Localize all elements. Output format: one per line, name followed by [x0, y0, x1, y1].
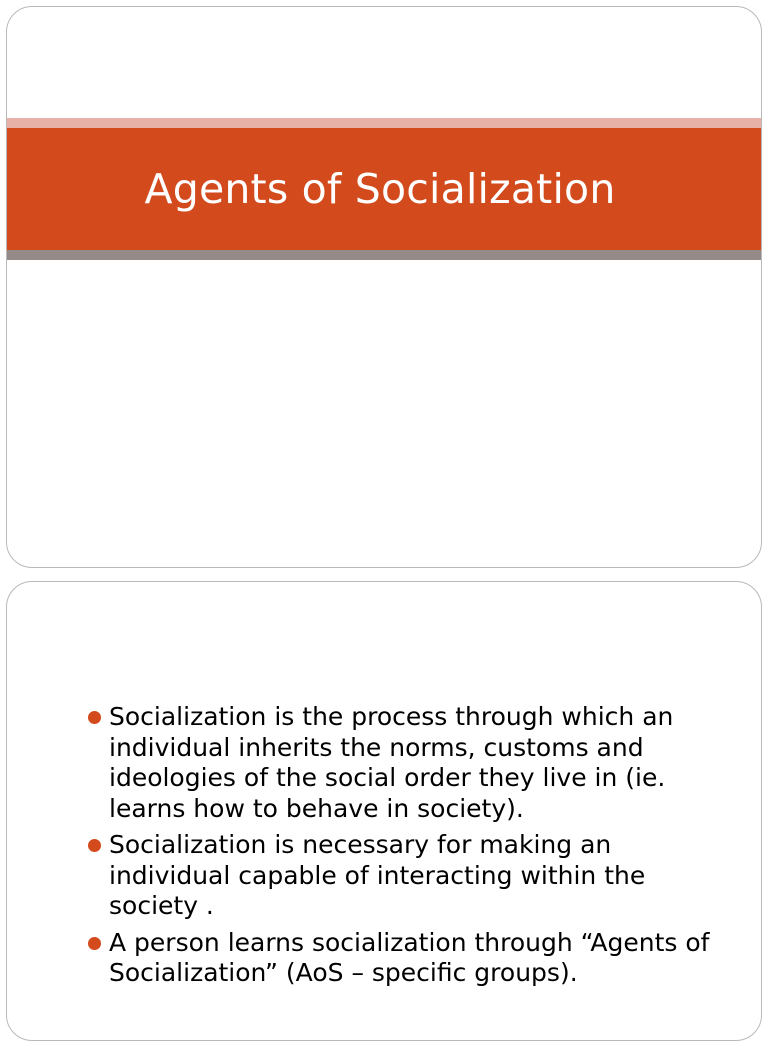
bullet-dot-icon: [88, 937, 101, 950]
bullet-dot-icon: [88, 711, 101, 724]
bullet-item: [85, 702, 735, 824]
bullet-dot-icon: [88, 839, 101, 852]
bullet-item: [85, 928, 735, 989]
content-slide: [6, 581, 762, 1041]
bullet-text: Socialization is necessary for making an individual capable of interacting within the society .: [109, 830, 646, 920]
title-top-stripe: [7, 118, 761, 128]
title-band: [7, 128, 761, 250]
slide-title: Agents of Socialization: [144, 165, 616, 213]
title-bottom-stripe: [7, 250, 761, 260]
bullet-text: A person learns socialization through “Agents of Socialization” (AoS – specific groups).: [109, 927, 710, 987]
bullet-item: [85, 830, 735, 922]
bullet-list: [85, 702, 735, 995]
title-slide: [6, 6, 762, 568]
bullet-text: Socialization is the process through which an individual inherits the norms, customs and ideologies of the social order they live in (ie. learns how to behave in society).: [109, 702, 674, 823]
